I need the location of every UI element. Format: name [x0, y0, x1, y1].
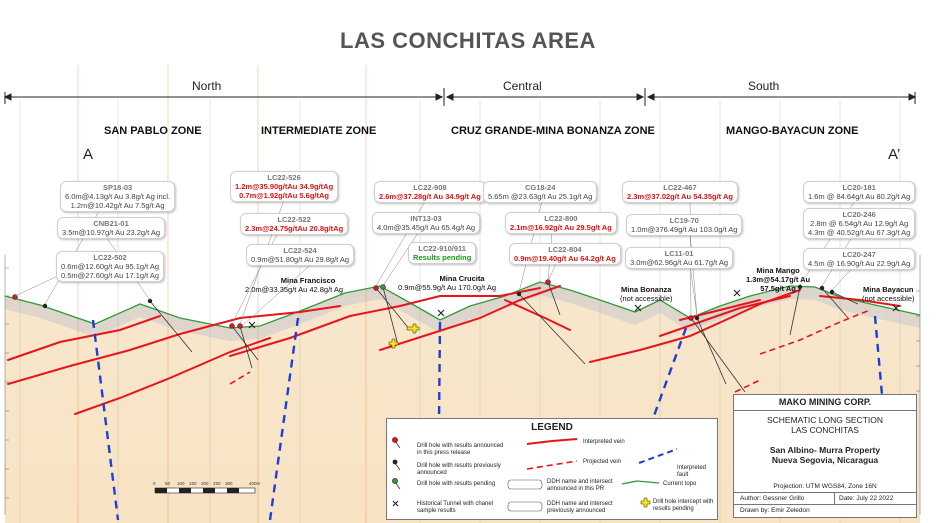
callout-hole-id: LC22-804: [548, 245, 582, 254]
callout-hole-id: CG18-24: [524, 183, 556, 192]
scale-tick-label: 150: [189, 481, 197, 486]
drawn-row: [734, 504, 916, 517]
callout-hole-id: LC11-01: [664, 249, 694, 258]
callout-sp18-03: [60, 181, 175, 212]
callout-intercept: Results pending: [413, 253, 472, 262]
callout-intercept: 0.9m@19.40g/t Au 64.2g/t Ag: [514, 254, 616, 263]
mine-detail: 0.9m@55.9g/t Au 170.0g/t Ag: [398, 283, 497, 292]
region-label-north: North: [192, 79, 222, 93]
schematic-title: [734, 415, 916, 435]
callout-lc22-467: [622, 181, 738, 203]
zone-label-mango-bayacun: MANGO-BAYACUN ZONE: [726, 125, 859, 137]
callout-intercept: 1.2m@10.42g/t Au 7.5g/t Ag: [70, 201, 165, 210]
callout-intercept: 4.5m @ 16.90g/t Au 22.9g/t Ag: [808, 259, 911, 268]
legend-item-drill-previous: Drill hole with results previously announced: [417, 463, 501, 476]
author-text: Author: Gessner Grillo: [740, 495, 805, 502]
schematic-line-1: SCHEMATIC LONG SECTION: [766, 415, 884, 425]
callout-intercept: 2.8m @ 6.54g/t Au 12.9g/t Ag: [810, 219, 909, 228]
mine-name: Mina Francisco: [280, 276, 336, 285]
scale-tick-label: 100: [177, 481, 185, 486]
region-label-south: South: [748, 79, 780, 93]
callout-lc22-526: [230, 171, 338, 202]
callout-lc20-181: [803, 181, 915, 203]
mine-francisco: [245, 276, 344, 294]
zone-label-intermediate: INTERMEDIATE ZONE: [261, 125, 377, 137]
callout-intercept: 0.7m@1.92g/tAu 5.6g/tAg: [239, 191, 330, 200]
callout-intercept: 0.5m@27.60g/t Au 17.1g/t Ag: [61, 271, 160, 280]
mine-name: Mina Mango: [756, 266, 800, 275]
callout-hole-id: LC19-70: [669, 216, 699, 225]
mine-detail: 1.3m@54.17g/t Au: [746, 275, 811, 284]
region-label-central: Central: [503, 79, 542, 93]
callout-intercept: 5.65m @23.63g/t Au 25.1g/t Ag: [488, 192, 593, 201]
mine-name: Mina Bayacun: [863, 285, 914, 294]
scale-tick-label: 50: [165, 481, 171, 486]
callout-hole-id: LC20-181: [842, 183, 876, 192]
callout-intercept: 3.0m@62.96g/t Au 61.7g/t Ag: [630, 258, 729, 267]
callout-intercept: 1.2m@35.90g/tAu 34.9g/tAg: [235, 182, 334, 191]
callout-intercept: 1.6m @ 84.64g/t Au 80.2g/t Ag: [808, 192, 911, 201]
callout-lc20-246: [803, 208, 915, 239]
callout-intercept: 1.0m@376.49g/t Au 103.0g/t Ag: [631, 225, 738, 234]
legend-item-ddh-this-pr: DDH name and intersect announced in this PR: [547, 479, 613, 492]
callout-lc19-70: [626, 214, 742, 236]
scale-tick-label: 0: [153, 481, 156, 486]
callout-intercept: 0.9m@51.80g/t Au 29.8g/t Ag: [251, 255, 350, 264]
legend-item-ddh-previous: DDH name and intersect previously announced: [547, 501, 613, 514]
callout-lc22-524: [246, 244, 354, 266]
date-text: Date: July 22 2022: [834, 493, 893, 504]
section-end-a: A: [83, 146, 94, 163]
callout-hole-id: LC20-247: [842, 250, 876, 259]
legend-item-drill-new: Drill hole with results announced in this press release: [417, 443, 504, 456]
callout-lc22-800: [505, 212, 617, 234]
mine-name: Mina Bonanza: [621, 285, 672, 294]
schematic-line-2: LAS CONCHITAS: [791, 425, 859, 435]
page-title: LAS CONCHITAS AREA: [340, 28, 596, 53]
callout-intercept: 4.0m@35.45g/t Au 65.4g/t Ag: [377, 223, 476, 232]
callout-intercept: 6.0m@4.13g/t Au 3.8g/t Ag incl.: [65, 192, 171, 201]
callout-intercept: 2.6m@37.28g/t Au 34.9g/t Ag: [379, 192, 481, 201]
callout-hole-id: LC22-526: [267, 173, 301, 182]
callout-lc22-908: [374, 181, 486, 203]
callout-lc22-804: [509, 243, 621, 265]
callout-hole-id: LC22-908: [413, 183, 447, 192]
projection-text: Projection: UTM WGS84, Zone 16N: [773, 483, 877, 490]
callout-intercept: 2.1m@16.92g/t Au 29.5g/t Ag: [510, 223, 612, 232]
callout-hole-id: LC20-246: [842, 210, 876, 219]
legend-item-pending-intercept: Drill hole intercept with results pending: [653, 499, 714, 512]
scale-tick-label: 200: [201, 481, 209, 486]
mine-detail-2: 57.5g/t Ag: [760, 284, 796, 293]
callout-lc22-502: [56, 251, 164, 282]
legend-title: LEGEND: [531, 422, 573, 433]
callout-lc22-522: [240, 213, 348, 235]
legend-item-fault: Interpreted fault: [677, 465, 707, 478]
callout-hole-id: CNB21-01: [93, 219, 129, 228]
callout-hole-id: LC22-522: [277, 215, 311, 224]
mine-crucita: [398, 274, 497, 292]
callout-intercept: 4.3m @ 40.52g/t Au 67.3g/t Ag: [808, 228, 911, 237]
scale-bar: [155, 488, 255, 493]
callout-hole-id: INT13-03: [410, 214, 442, 223]
mine-detail: 2.0m@33.35g/t Au 42.8g/t Ag: [245, 285, 344, 294]
property-line-1: San Albino- Murra Property: [769, 445, 881, 455]
callout-lc22-910-911: [408, 242, 476, 264]
scale-tick-label: 400m: [249, 481, 261, 486]
callout-hole-id: LC22-467: [663, 183, 697, 192]
section-end-a-prime: A’: [888, 146, 901, 163]
callout-intercept: 2.3m@24.75g/tAu 20.8g/tAg: [245, 224, 344, 233]
legend-item-tunnel: Historical Tunnel with chanel sample results: [417, 501, 494, 514]
mine-detail: (not accessible): [862, 294, 915, 303]
callout-hole-id: LC22-524: [283, 246, 317, 255]
callout-lc20-247: [803, 248, 915, 270]
callout-hole-id: SP18-03: [103, 183, 133, 192]
callout-cg18-24: [483, 181, 597, 203]
callout-hole-id: LC22-800: [544, 214, 578, 223]
zone-label-cruz-grande: CRUZ GRANDE-MINA BONANZA ZONE: [451, 125, 655, 137]
mine-name: Mina Crucita: [439, 274, 485, 283]
property-name: [734, 445, 916, 465]
mine-detail: (not accessible): [620, 294, 673, 303]
callout-hole-id: LC22-910/911: [418, 244, 466, 253]
property-line-2: Nueva Segovia, Nicaragua: [771, 455, 879, 465]
scale-tick-label: 300: [225, 481, 233, 486]
drawn-by-text: Drawn by: Emir Zeledon: [740, 507, 810, 514]
legend-box: [386, 418, 718, 520]
scale-tick-label: 250: [213, 481, 221, 486]
callout-intercept: 3.5m@10.97g/t Au 23.2g/t Ag: [62, 228, 161, 237]
callout-intercept: 0.6m@12.60g/t Au 95.1g/t Ag: [61, 262, 160, 271]
mine-bonanza: [620, 285, 673, 303]
callout-intercept: 2.3m@37.02g/t Au 54.35g/t Ag: [627, 192, 733, 201]
author-date-row: [734, 492, 916, 504]
callout-cnb21-01: [57, 217, 165, 239]
callout-int13-03: [372, 212, 480, 234]
legend-item-interpreted-vein: Interpreted vein: [583, 439, 625, 445]
legend-item-current-topo: Current topo: [663, 481, 697, 487]
mine-bayacun: [862, 285, 915, 303]
zone-label-san-pablo: SAN PABLO ZONE: [104, 125, 202, 137]
legend-item-drill-pending: Drill hole with results pending: [417, 481, 496, 487]
title-block: [733, 394, 917, 518]
company-name: MAKO MINING CORP.: [734, 395, 916, 411]
callout-lc11-01: [625, 247, 733, 269]
mine-mango: [746, 266, 810, 293]
legend-item-projected-vein: Projected vein: [583, 459, 622, 465]
callout-hole-id: LC22-502: [93, 253, 127, 262]
